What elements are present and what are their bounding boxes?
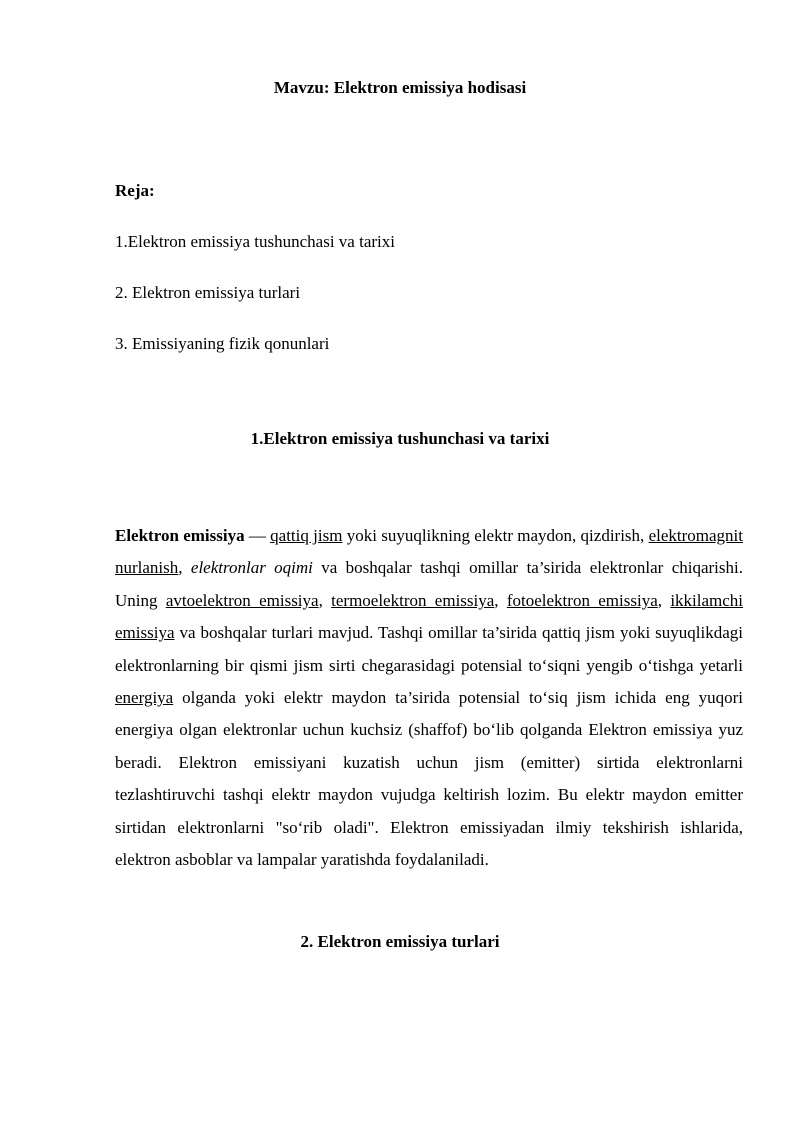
link-elektromagnit-nurlanish[interactable]: elektromagnit nurlanish <box>115 526 744 578</box>
link-energiya[interactable]: energiya <box>115 688 174 708</box>
text-span: va boshqalar turlari mavjud. Tashqi omillar ta’sirida qattiq jism yoki suyuqlikdagi elektronlarning bir qismi jism sirti chegarasidagi potensial to‘siqni yengib o‘tishga yetarli <box>115 623 743 675</box>
text-span: yoki suyuqlikning elektr maydon, qizdirish, <box>342 526 649 545</box>
body-paragraph <box>115 520 743 876</box>
document-title: Mavzu: Elektron emissiya hodisasi <box>273 78 527 97</box>
plan-heading: Reja: <box>115 181 155 200</box>
link-ikkilamchi-emissiya[interactable]: ikkilamchi emissiya <box>115 590 744 643</box>
italic-elektronlar-oqimi: elektronlar oqimi <box>190 558 313 578</box>
link-fotoelektron-emissiya[interactable]: fotoelektron emissiya <box>506 590 658 610</box>
plan-item: 3. Emissiyaning fizik qonunlari <box>115 334 330 353</box>
link-termoelektron-emissiya[interactable]: termoelektron emissiya <box>331 590 495 610</box>
text-span: va boshqalar tashqi omillar ta’sirida elektronlar chiqarishi. Uning <box>115 558 743 610</box>
text-span: , <box>318 590 332 610</box>
term-bold: Elektron emissiya <box>115 526 245 545</box>
text-span: , <box>657 590 671 610</box>
text-span: , <box>494 590 507 610</box>
text-span: — <box>244 526 271 545</box>
link-avtoelektron-emissiya[interactable]: avtoelektron emissiya <box>165 590 319 610</box>
section-heading-1: 1.Elektron emissiya tushunchasi va tarixi <box>250 429 550 448</box>
link-qattiq-jism[interactable]: qattiq jism <box>270 526 343 545</box>
plan-item: 1.Elektron emissiya tushunchasi va tarixi <box>115 232 395 251</box>
text-span: olganda yoki elektr maydon ta’sirida potensial to‘siq jism ichida eng yuqori energiya olgan elektronlar uchun kuchsiz (shaffof) bo‘lib qolganda Elektron emissiya yuz beradi. Elektron emissiyani kuzatish uchun jism (emitter) sirtida elektronlarni tezlashtiruvchi tashqi elektr maydon vujudga keltirish lozim. Bu elektr maydon emitter sirtidan elektronlarni "so‘rib oladi". Elektron emissiyadan ilmiy tekshirish ishlarida, elektron asboblar va lampalar yaratishda foydalaniladi. <box>115 688 743 870</box>
plan-item: 2. Elektron emissiya turlari <box>115 283 301 302</box>
section-heading-2: 2. Elektron emissiya turlari <box>300 932 500 951</box>
text-span: , <box>178 558 191 578</box>
